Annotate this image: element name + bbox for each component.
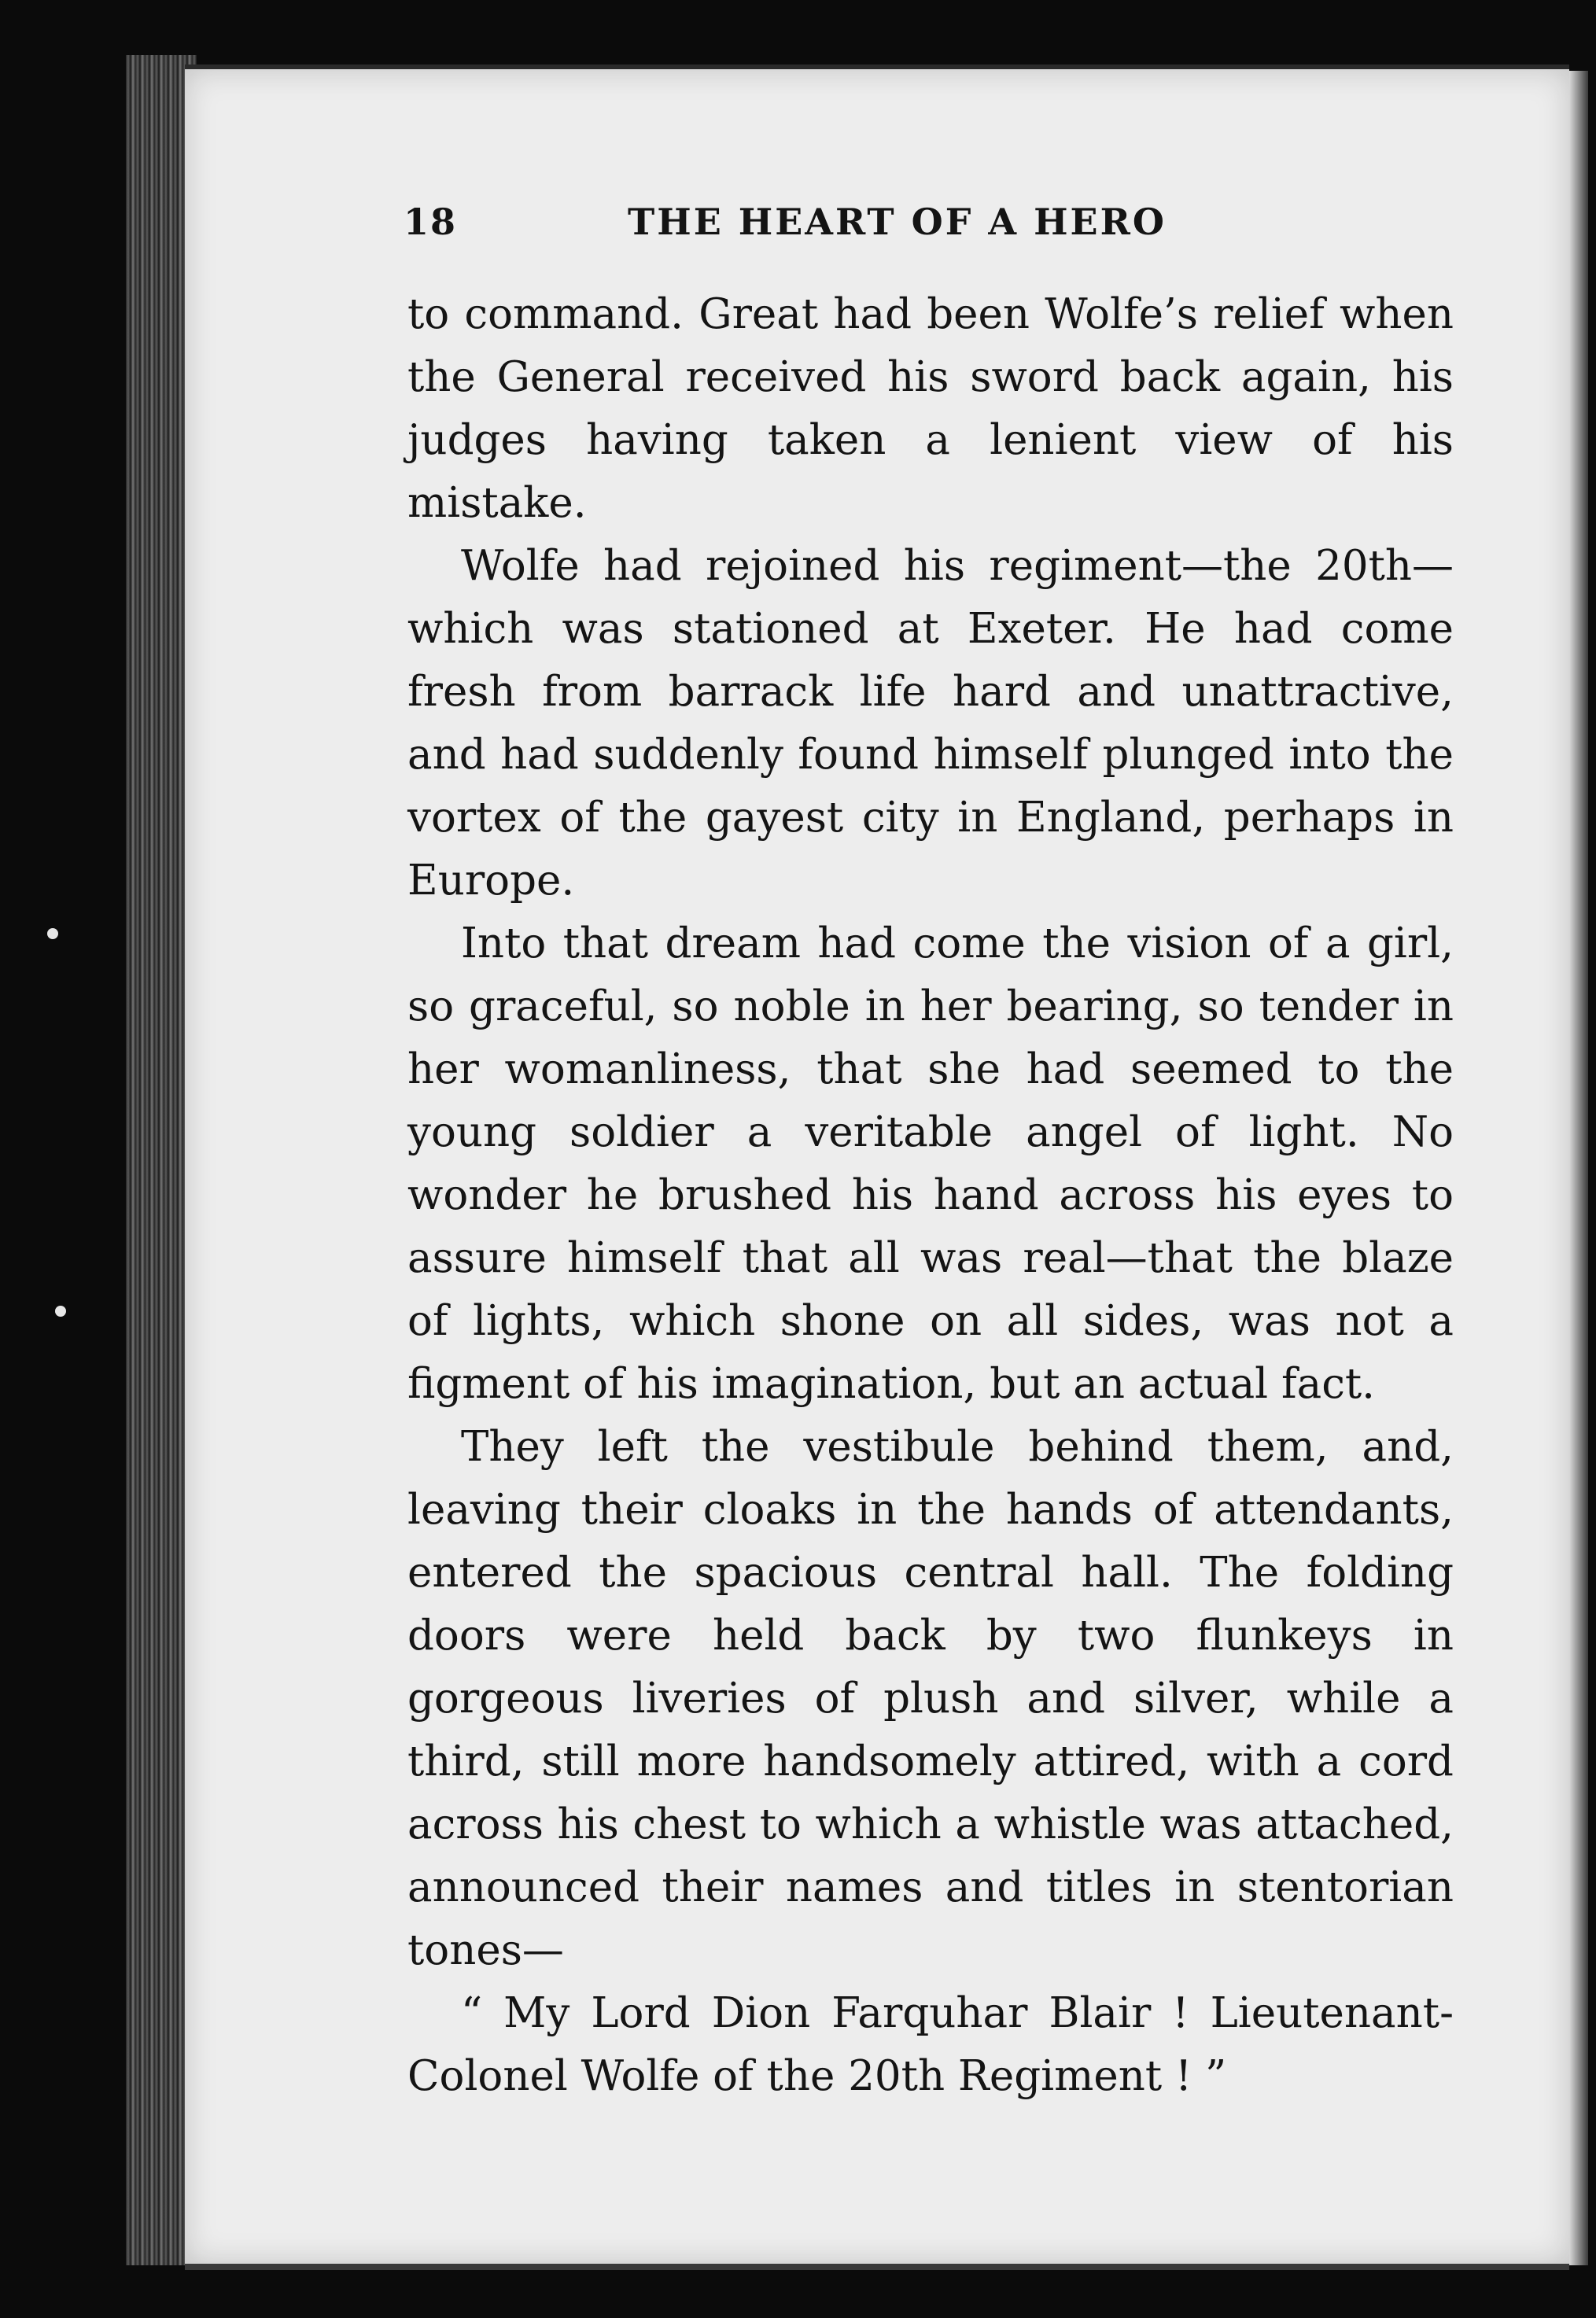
page-number: 18 [404,201,458,243]
scan-speck [47,928,58,939]
running-head [404,201,1229,256]
paragraph: They left the vestibule behind them, and, leaving their cloaks in the hands of attendants, entered the spacious central hall. The folding doors were held back by two flunkeys in gorgeous liveries of plush and silver, while a third, still more handsomely attired, with a cord across his chest to which a whistle was attached, announced their names and titles in stentorian tones— [407,1423,1454,1974]
book-title: THE HEART OF A HERO [628,201,1167,243]
quoted-announcement: “ My Lord Dion Farquhar Blair ! Lieutenant-Colonel Wolfe of the 20th Regiment ! ” [407,1989,1454,2100]
paragraph: Into that dream had come the vision of a girl, so graceful, so noble in her bearing, so tender in her womanliness, that she had seemed to the young soldier a veritable angel of light. No wonder he brushed his hand across his eyes to assure himself that all was real—that the blaze of lights, which shone on all sides, was not a figment of his imagination, but an actual fact. [407,919,1454,1408]
paragraph: Wolfe had rejoined his regiment—the 20th—which was stationed at Exeter. He had come fresh from barrack life hard and unattractive, and had suddenly found himself plunged into the vortex of the gayest city in England, perhaps in Europe. [407,542,1454,905]
paragraph: to command. Great had been Wolfe’s relief when the General received his sword back again, his judges having taken a lenient view of his mistake. [407,290,1454,527]
body-text [407,283,1454,2108]
page-edge [1569,71,1588,2265]
scan-speck [55,1306,66,1317]
